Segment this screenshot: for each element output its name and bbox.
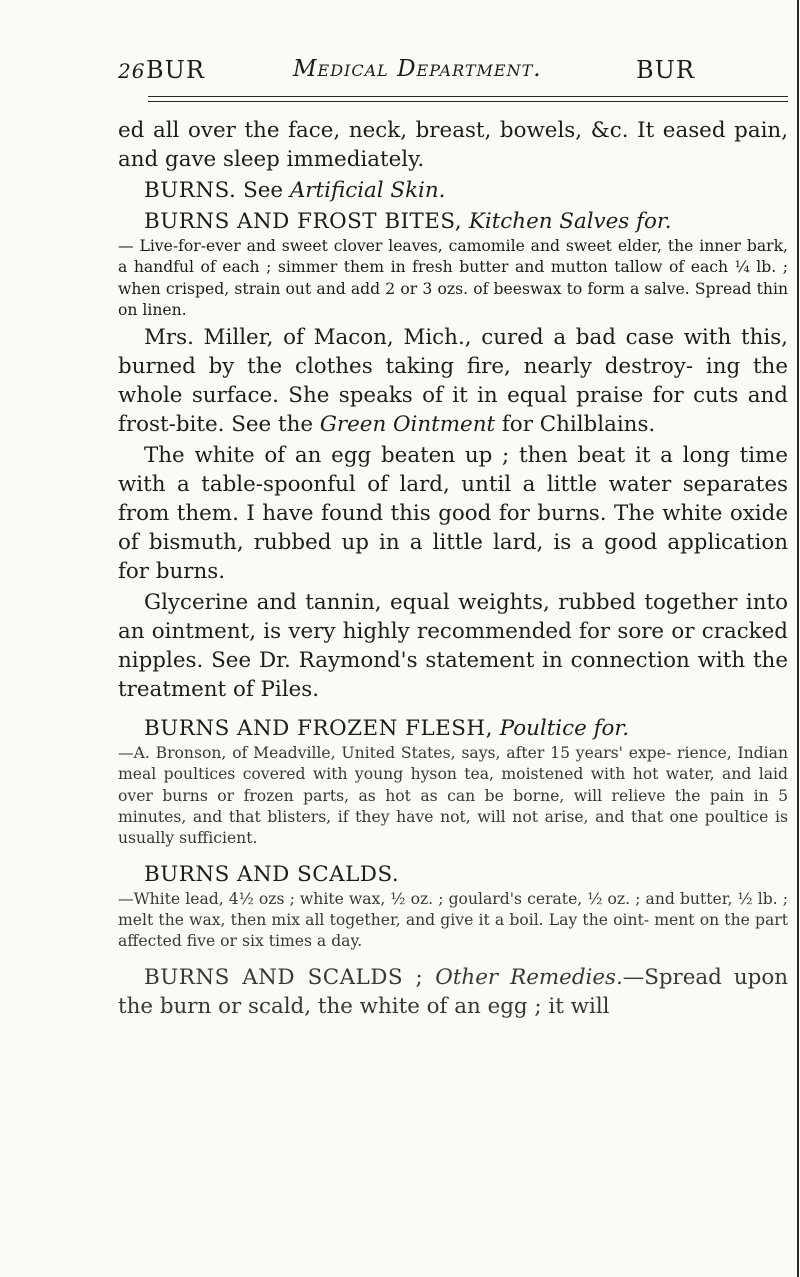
cross-reference: Green Ointment [319,412,496,438]
paragraph-testimonial [118,323,788,439]
entry-burns-frost-bites [118,207,788,321]
entry-headword: BURNS AND FROZEN FLESH, [144,716,493,742]
header-rule-double [148,101,788,102]
paragraph-glycerine: Glycerine and tannin, equal weights, rubbed together into an ointment, is very highly recommended for sore or cracked nipples. See Dr. Raymond's statement in connection with the treatment of Piles. [118,590,788,703]
entry-headword: BURNS AND FROST BITES, [144,209,463,234]
header-right-word: BUR [636,56,695,84]
header-rule [148,96,788,97]
paragraph-egg-lard: The white of an egg beaten up ; then beat it a long time with a table-spoonful of lard, until a little water separates from them. I have found this good for burns. The white oxide of bismuth, rubbed up in a little lard, is a good application for burns. [118,443,788,585]
running-header [118,56,778,96]
entry-burns-frozen-flesh [118,714,788,849]
paragraph-continuation: ed all over the face, neck, breast, bowels, &c. It eased pain, and gave sleep immediately. [118,118,788,172]
entry-heading-line [118,207,788,236]
header-left-word: BUR [146,56,205,84]
entry-headword: BURNS AND SCALDS. [144,861,400,887]
entry-headword: BURNS AND SCALDS ; [144,964,424,990]
header-title: Medical Department. [293,56,542,82]
entry-subhead: Poultice for. [492,716,630,742]
entry-heading-line [118,963,788,1021]
entry-burns-scalds [118,860,788,953]
entry-subhead: Other Remedies. [423,964,623,990]
entry-text: — Live-for-ever and sweet clover leaves, camomile and sweet elder, the inner bark, a handful of each ; simmer them in fresh butter and mutton tallow of each ¼ lb. ; when crisped, strain out and add 2 or 3 ozs. of beeswax to form a salve. Spread thin on linen. [118,237,788,319]
page-edge-line [797,0,799,1277]
entry-text: —White lead, 4½ ozs ; white wax, ½ oz. ; goulard's cerate, ½ oz. ; and butter, ½ lb. ; melt the wax, then mix all together, and give it a boil. Lay the oint- ment on the part affected five or six times a day. [118,889,788,951]
paragraph-tail: for Chilblains. [495,412,656,438]
page-body [118,116,788,1021]
entry-heading-line [118,860,788,889]
entry-text: —A. Bronson, of Meadville, United States, says, after 15 years' expe- rience, Indian meal poultices covered with young hyson tea, moistened with hot water, and laid over burns or frozen parts, as hot as can be borne, will relieve the pain in 5 minutes, and that blisters, if they have not, will not arise, and that one poultice is usually sufficient. [118,744,788,848]
entry-heading-line [118,714,788,743]
entry-headword: BURNS. [144,178,237,203]
paragraph-text: Mrs. Miller, of Macon, Mich., cured a bad case with this, burned by the clothes taking fire, nearly destroy- ing the whole surface. She speaks of it in equal praise for cuts and frost-bite. See the [118,325,788,438]
entry-burns [118,176,788,205]
page-number: 26 [118,59,146,83]
entry-text: —Spread upon the burn or scald, the white of an egg ; it will [118,964,789,1019]
entry-text: See [236,178,290,203]
cross-reference: Artificial Skin. [289,178,446,203]
entry-burns-scalds-other [118,963,788,1021]
entry-subhead: Kitchen Salves for. [462,209,672,234]
